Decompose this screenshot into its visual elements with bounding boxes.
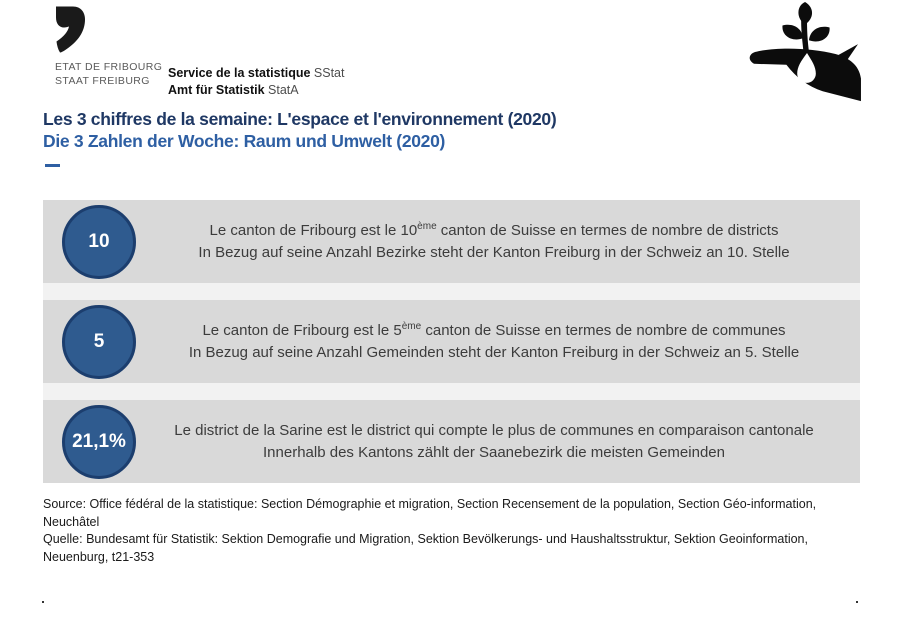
stat-description-fr xyxy=(142,420,846,442)
stat-value: 10 xyxy=(88,230,110,252)
row-divider xyxy=(43,283,860,300)
stat-description-fr xyxy=(142,220,846,242)
stat-description xyxy=(136,320,860,364)
service-name xyxy=(168,65,344,98)
source-line-de-city: Neuenburg, t21-353 xyxy=(43,549,155,564)
org-name-fr: ETAT DE FRIBOURG xyxy=(55,61,163,73)
bottom-right-crop-dot xyxy=(856,601,858,603)
page-title-de: Die 3 Zahlen der Woche: Raum und Umwelt (2020) xyxy=(43,130,446,151)
stat-description-de: Innerhalb des Kantons zählt der Saanebezirk die meisten Gemeinden xyxy=(263,443,725,461)
source-line-de: Quelle: Bundesamt für Statistik: Sektion Demografie und Migration, Sektion Bevölkerungs- und Haushaltsstruktur, Sektion Geoinformation, xyxy=(43,532,808,546)
row-divider xyxy=(43,383,860,400)
stat-description-de: In Bezug auf seine Anzahl Bezirke steht der Kanton Freiburg in der Schweiz an 10. Stelle xyxy=(198,243,790,261)
stat-description-de: In Bezug auf seine Anzahl Gemeinden steht der Kanton Freiburg in der Schweiz an 5. Stelle xyxy=(188,343,800,361)
hand-holding-seedling-icon xyxy=(745,2,870,105)
service-name-de xyxy=(168,82,344,99)
org-name-de: STAAT FREIBURG xyxy=(55,74,150,87)
service-name-de-label: Amt für Statistik xyxy=(168,82,265,97)
stat-fr-text-after: canton de Suisse en termes de nombre de communes xyxy=(421,321,786,339)
source-line-fr-city: Neuchâtel xyxy=(43,514,100,529)
stat-fr-superscript: ème xyxy=(401,320,422,332)
stat-row-communes xyxy=(43,300,860,383)
stat-fr-text: Le district de la Sarine est le district qui compte le plus de communes en comparaison cantonale xyxy=(174,421,814,439)
stat-row-sarine xyxy=(43,400,860,483)
stat-row-districts xyxy=(43,200,860,283)
service-name-fr xyxy=(168,65,344,82)
source-line-fr: Source: Office fédéral de la statistique: Section Démographie et migration, Section Recensement de la population, Section Géo-information, xyxy=(43,497,817,511)
page-title-fr: Les 3 chiffres de la semaine: L'espace et l'environnement (2020) xyxy=(43,109,557,129)
stat-fr-text: Le canton de Fribourg est le 5 xyxy=(202,321,402,339)
page-title xyxy=(43,109,556,152)
source-note xyxy=(43,496,863,566)
stat-description xyxy=(136,420,860,464)
stat-description-fr xyxy=(142,320,846,342)
stat-description xyxy=(136,220,860,264)
stat-fr-superscript: ème xyxy=(417,220,437,232)
stat-rows xyxy=(43,200,860,483)
title-dash-rule xyxy=(45,164,60,167)
service-name-fr-label: Service de la statistique xyxy=(168,66,311,80)
stat-value-badge xyxy=(62,405,136,479)
stat-value-badge xyxy=(62,205,136,279)
bottom-left-crop-dot xyxy=(42,601,44,603)
org-name xyxy=(55,61,162,88)
service-name-de-abbr: StatA xyxy=(264,82,299,97)
service-name-fr-abbr: SStat xyxy=(310,66,345,80)
stat-value-badge xyxy=(62,305,136,379)
stat-fr-text-after: canton de Suisse en termes de nombre de districts xyxy=(436,221,779,239)
stat-value: 5 xyxy=(93,330,105,352)
stat-fr-text: Le canton de Fribourg est le 10 xyxy=(209,221,418,239)
stat-value: 21,1% xyxy=(72,430,126,452)
fribourg-comma-logo-icon xyxy=(55,6,85,53)
